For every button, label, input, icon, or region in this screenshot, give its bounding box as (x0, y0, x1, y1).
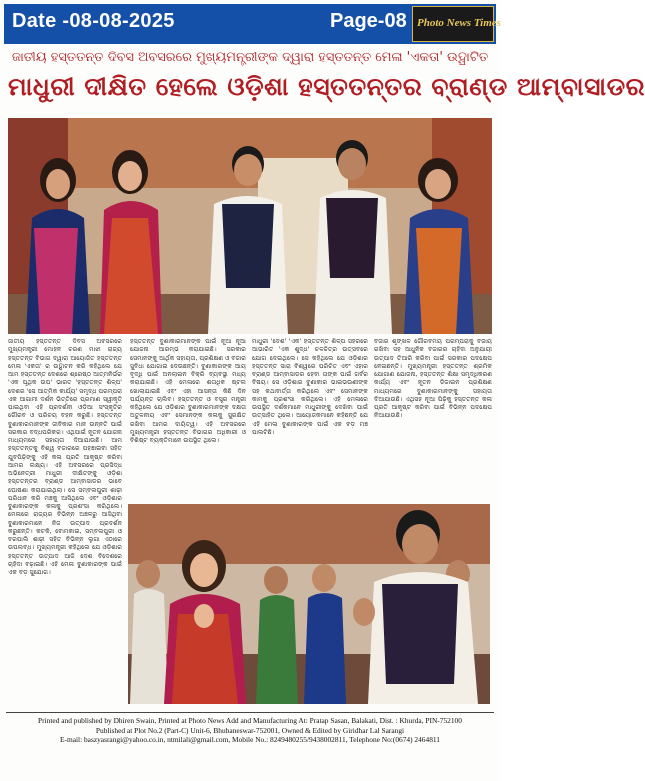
article-column-3: ମାଧୁରୀ 'ଦେଶ' 'ଏକ' ହସ୍ତତନ୍ତ ଶିଳ୍ପ ସହରରେ ଆଭାରିତ 'ଏକ ଶୁଦ୍ଧ' ଚଳଚ୍ଚିତ୍ର ଉତ୍ସବରେ ଯୋଗ ଦେଇଥିଲେ। ସେ କହିଥିଲେ ଯେ ଓଡ଼ିଶାର ହସ୍ତତନ୍ତ ସାରା ବିଶ୍ୱରେ ପରିଚିତ ଏବଂ ଏହାର ବ୍ରାଣ୍ଡ ଆମ୍ବାସାଡର ହେବା ତାଙ୍କ ପାଇଁ ଗର୍ବର ବିଷୟ। ସେ ଓଡ଼ିଶାର ବୁଣାକାର ଭାଇଭଉଣୀଙ୍କ ସହ କଥାବାର୍ତ୍ତା କରିଥିଲେ ଏବଂ ସେମାନଙ୍କ କାମକୁ ପ୍ରଶଂସା କରିଥିଲେ। ଏହି ମେଳାରେ ଉପସ୍ଥିତ ଦର୍ଶକମାନେ ମାଧୁରୀଙ୍କୁ ଦେଖିବା ପାଇଁ ଉତ୍ସାହିତ ଥିଲେ। ଆୟୋଜକମାନେ କହିଛନ୍ତି ଯେ ଏହି ମେଳା ବୁଣାକାରଙ୍କ ପାଇଁ ଏକ ବଡ଼ ମଞ୍ଚ ପାଲଟିଛି। (252, 338, 368, 436)
imprint-footer (6, 716, 494, 745)
headline: ମାଧୁରୀ ଦୀକ୍ଷିତ ହେଲେ ଓଡ଼ିଶା ହସ୍ତତନ୍ତର ବ୍ରାଣ୍ଡ ଆମ୍ବାସାଡର (8, 72, 645, 101)
second-photo (128, 504, 490, 704)
article-column-1: ଜାତୀୟ ହସ୍ତତନ୍ତ ଦିବସ ଅବସରରେ ମୁଖ୍ୟମନ୍ତ୍ରୀ ମୋହନ ଚରଣ ମାଝୀ ରାଜ୍ୟ ହସ୍ତତନ୍ତ ବିଭାଗ ଦ୍ୱାରା ଆୟୋଜିତ ହସ୍ତତନ୍ତ ମେଳା 'ଏକତା' ର ଉଦ୍ଘାଟନ କରି କହିଥିଲେ ଯେ ଆମ ହସ୍ତତନ୍ତ ଦେଶରେ ଶ୍ରେଷ୍ଠ ଆତ୍ମନିର୍ଭର 'ଏକ ପୃଥିକ ଉପ' ଭାରତ 'ହସ୍ତତନ୍ତ ଶିଳ୍ପ' ଦେଶର 'ସେ ଆତ୍ମିକ କାର୍ଯ୍ୟ' ସମୃଦ୍ଧ ପରମ୍ପରା ଏକ ଆଗାମୀ ଦର୍ଶନ ଭିତ୍ତିରେ ପ୍ରମାଣ ସ୍ୱୀକୃତି ପାଇଥିବା ଏହି ପ୍ରଦର୍ଶନୀ ଓଡ଼ିଆ ସଂସ୍କୃତିର ଗୌରବ ଓ ପରିଚୟ ବହନ କରୁଛି। ହସ୍ତତନ୍ତ ବୁଣାକାରମାନଙ୍କ ଜୀବିକାର ମାନ ଉନ୍ନତି ପାଇଁ ସରକାର ବଦ୍ଧପରିକର। ଏଥିପାଇଁ ନୂତନ ଯୋଜନା ମାଧ୍ୟମରେ ସହାୟତା ଦିଆଯାଉଛି। ଆମ ହସ୍ତତନ୍ତକୁ ବିଶ୍ୱ ବଜାରରେ ପହଞ୍ଚାଇବା ସହିତ ଯୁବପିଢ଼ିଙ୍କୁ ଏହି କଳା ପ୍ରତି ଆକୃଷ୍ଟ କରିବା ଆମର ଲକ୍ଷ୍ୟ। ଏହି ଅବସରରେ ପ୍ରସିଦ୍ଧ ଅଭିନେତ୍ରୀ ମାଧୁରୀ ଦୀକ୍ଷିତଙ୍କୁ ଓଡ଼ିଶା ହସ୍ତତନ୍ତର ବ୍ରାଣ୍ଡ ଆମ୍ବାସାଡର ଭାବେ ଘୋଷଣା କରାଯାଇଥିଲା। ସେ ସମ୍ବଲପୁରୀ ଶାଢ଼ୀ ପରିଧାନ କରି ମଞ୍ଚକୁ ଆସିଥିଲେ ଏବଂ ଓଡ଼ିଶାର ବୁଣାକାରଙ୍କ କଳାକୁ ପ୍ରଶଂସା କରିଥିଲେ। ମେଳାରେ ରାଜ୍ୟର ବିଭିନ୍ନ ଅଞ୍ଚଳରୁ ଆସିଥିବା ବୁଣାକାରମାନେ ନିଜ ଉତ୍ପାଦ ପ୍ରଦର୍ଶନ କରୁଛନ୍ତି। କଟକି, ବୋମକାଇ, ସମ୍ବଲପୁରୀ ଓ ବରପାଲି ଶାଢ଼ୀ ସହିତ ବିଭିନ୍ନ ଲୁଗା ଏଠାରେ ଉପଲବ୍ଧ। ମୁଖ୍ୟମନ୍ତ୍ରୀ କହିଥିଲେ ଯେ ଓଡ଼ିଶାର ହସ୍ତତନ୍ତ ଉତ୍ପାଦ ଆଜି ଦେଶ ବିଦେଶରେ ଚାହିଦା ବଢ଼ାଇଛି। ଏହି ମେଳା ବୁଣାକାରଙ୍କ ପାଇଁ ଏକ ବଡ଼ ସୁଯୋଗ। (8, 338, 122, 576)
main-photo-image (8, 118, 492, 334)
article-column-4: ବଜାର ଶୃଙ୍ଖଳ ଗୌରବମୟ ପରମ୍ପରାକୁ ବଜାୟ ରଖିବା ସହ ଆଧୁନିକ ବଜାରର ଚାହିଦା ଅନୁଯାୟୀ ଉତ୍ପାଦ ତିଆରି କରିବା ପାଇଁ ସରକାର ପଦକ୍ଷେପ ନେଇଛନ୍ତି। ମୁଖ୍ୟମନ୍ତ୍ରୀ ହସ୍ତତନ୍ତ ଶ୍ରମିକ ଯୋଗାଣ ଯୋଜନା, ହସ୍ତତନ୍ତ ଶିକ୍ଷା ସମୃଦ୍ଧିକରଣ କାର୍ଯ୍ୟ ଏବଂ ନୂତନ ଡିଜାଇନ ପ୍ରଶିକ୍ଷଣ ମାଧ୍ୟମରେ ବୁଣାକାରମାନଙ୍କୁ ସହାୟତା ଦିଆଯାଉଛି। ଏଥିସହ ନୂଆ ପିଢ଼ିକୁ ହସ୍ତତନ୍ତ କଳା ପ୍ରତି ଆକୃଷ୍ଟ କରିବା ପାଇଁ ବିଭିନ୍ନ ପଦକ୍ଷେପ ନିଆଯାଉଛି। (374, 338, 492, 420)
kicker-line: ଜାତୀୟ ହସ୍ତତନ୍ତ ଦିବସ ଅବସରରେ ମୁଖ୍ୟମନ୍ତ୍ରୀଙ୍କ ଦ୍ୱାରା ହସ୍ତତନ୍ତ ମେଳା 'ଏକତା' ଉଦ୍ଘାଟିତ (11, 50, 489, 65)
article-column-2: ହସ୍ତତନ୍ତ ବୁଣାକାରମାନଙ୍କ ପାଇଁ ନୂଆ ନୂଆ ଯୋଜନା ଆରମ୍ଭ କରାଯାଇଛି। ସରକାର ସେମାନଙ୍କୁ ଆର୍ଥିକ ସହାୟତା, ପ୍ରଶିକ୍ଷଣ ଓ ବଜାର ସୁବିଧା ଯୋଗାଇ ଦେଉଛନ୍ତି। ବୁଣାକାରଙ୍କ ଆୟ ବୃଦ୍ଧି ପାଇଁ ଅନଲାଇନ ବିକ୍ରି ବ୍ୟବସ୍ଥା ମଧ୍ୟ କରାଯାଇଛି। ଏହି ମେଳାରେ ଶତାଧିକ ଷ୍ଟଲ ଖୋଲାଯାଇଛି ଏବଂ ଏହା ଆସନ୍ତା କିଛି ଦିନ ପର୍ଯ୍ୟନ୍ତ ଚାଲିବ। ହସ୍ତତନ୍ତ ଓ ବସ୍ତ୍ର ମନ୍ତ୍ରୀ କହିଥିଲେ ଯେ ଓଡ଼ିଶାର ବୁଣାକାରମାନଙ୍କ ଦକ୍ଷତା ଅତୁଳନୀୟ ଏବଂ ସେମାନଙ୍କ କଳାକୁ ସୁରକ୍ଷିତ ରଖିବା ଆମର ଦାୟିତ୍ୱ। ଏହି ଅବସରରେ ମୁଖ୍ୟମନ୍ତ୍ରୀ ହସ୍ତତନ୍ତ ବିଭାଗର ଅଧିକାରୀ ଓ ବିଶିଷ୍ଟ ବ୍ୟକ୍ତିମାନେ ଉପସ୍ଥିତ ଥିଲେ। (130, 338, 246, 444)
second-photo-image (128, 504, 490, 704)
masthead-logo-text: Photo News Times (417, 17, 501, 29)
imprint-line-1: Printed and published by Dhiren Swain, Printed at Photo News Add and Manufacturing At: Pratap Sasan, Balakati, Dist. : Khurda, PIN-752100 (38, 716, 462, 725)
page-number: Page-08 (330, 10, 407, 32)
masthead-logo (412, 6, 501, 42)
main-photo (8, 118, 492, 334)
imprint-line-2: Published at Plot No.2 (Part-C) Unit-6, Bhubaneswar-752001, Owned & Edited by Giridhar Lal Sarangi (95, 725, 405, 735)
issue-date: Date -08-08-2025 (12, 10, 175, 32)
footer-divider (6, 712, 494, 713)
imprint-line-3: E-mail: baszyasrangi@yahoo.co.in, ntmilali@gmail.com, Mobile No.: 8249480255/9438002811, Telephone No:(0674) 2464811 (59, 735, 441, 745)
header-bar (4, 4, 501, 44)
